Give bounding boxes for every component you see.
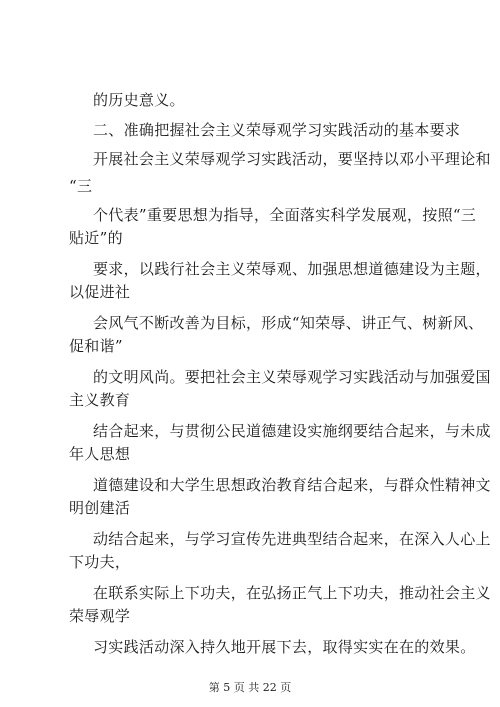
text-line: 的历史意义。 <box>93 91 185 109</box>
page-number-footer: 第 5 页 共 22 页 <box>208 681 292 694</box>
text-line: 年人思想 <box>69 445 131 463</box>
section-heading: 二、准确把握社会主义荣辱观学习实践活动的基本要求 <box>93 121 461 139</box>
text-line: 要求，以践行社会主义荣辱观、加强思想道德建设为主题， <box>93 260 491 278</box>
text-line: 动结合起来，与学习宣传先进典型结合起来，在深入人心上 <box>93 530 491 548</box>
text-line: 下功夫， <box>69 553 131 571</box>
text-line: 开展社会主义荣辱观学习实践活动，要坚持以邓小平理论和 <box>93 150 491 168</box>
text-line: 道德建设和大学生思想政治教育结合起来，与群众性精神文 <box>93 476 491 494</box>
text-line: 明创建活 <box>69 499 131 517</box>
text-line: 贴近”的 <box>69 229 123 247</box>
text-line: 促和谐” <box>69 337 123 355</box>
text-line: “三 <box>69 177 93 195</box>
text-line: 习实践活动深入持久地开展下去，取得实实在在的效果。 <box>93 638 476 656</box>
text-line: 以促进社 <box>69 283 131 301</box>
text-line: 会风气不断改善为目标，形成“知荣辱、讲正气、树新风、 <box>93 314 484 332</box>
text-line: 个代表”重要思想为指导，全面落实科学发展观，按照“三 <box>93 206 477 224</box>
text-line: 荣辱观学 <box>69 607 131 625</box>
text-line: 的文明风尚。要把社会主义荣辱观学习实践活动与加强爱国 <box>93 368 491 386</box>
text-line: 主义教育 <box>69 391 131 409</box>
text-line: 在联系实际上下功夫，在弘扬正气上下功夫，推动社会主义 <box>93 584 491 602</box>
text-line: 结合起来，与贯彻公民道德建设实施纲要结合起来，与未成 <box>93 422 491 440</box>
